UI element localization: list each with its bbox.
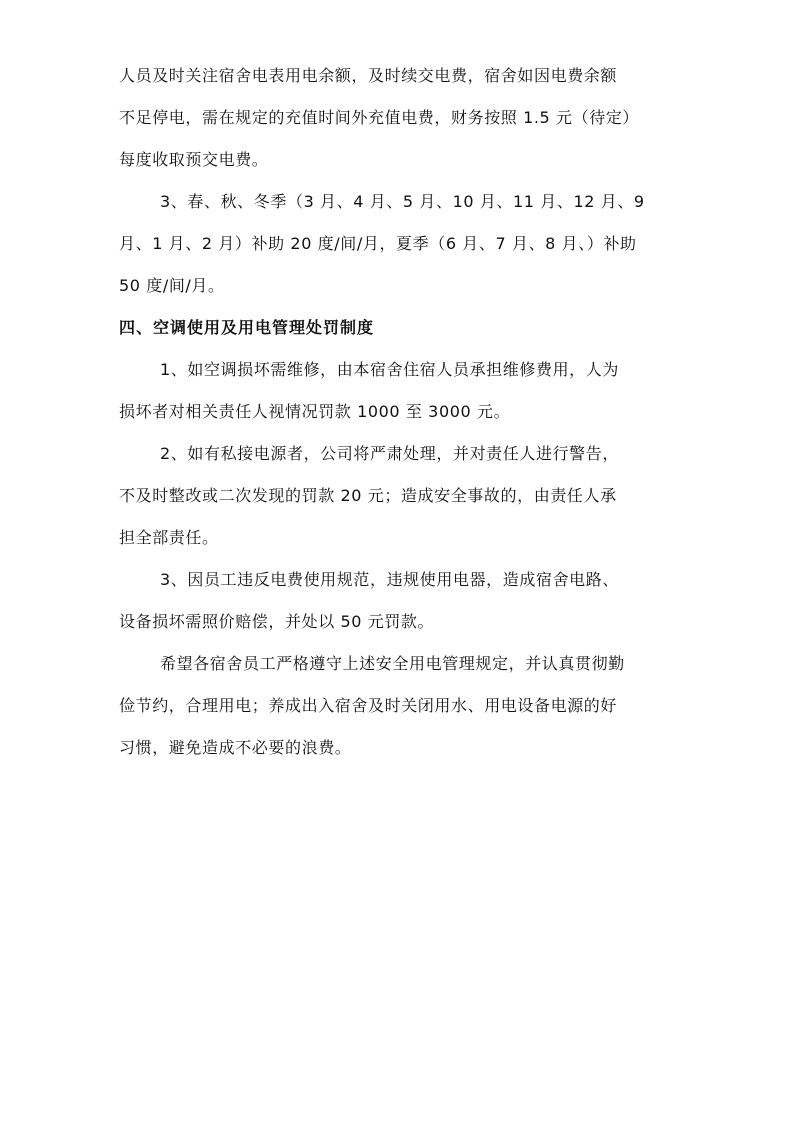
paragraph-line: 每度收取预交电费。 xyxy=(119,150,269,169)
paragraph-line: 3、春、秋、冬季（3 月、4 月、5 月、10 月、11 月、12 月、9 xyxy=(160,192,645,211)
paragraph-line: 2、如有私接电源者，公司将严肃处理，并对责任人进行警告， xyxy=(160,444,619,463)
paragraph-line: 损坏者对相关责任人视情况罚款 1000 至 3000 元。 xyxy=(119,402,511,421)
paragraph-line: 希望各宿舍员工严格遵守上述安全用电管理规定，并认真贯彻勤 xyxy=(160,654,625,673)
paragraph-line: 俭节约，合理用电；养成出入宿舍及时关闭用水、用电设备电源的好 xyxy=(119,696,618,715)
paragraph-line: 人员及时关注宿舍电表用电余额，及时续交电费，宿舍如因电费余额 xyxy=(119,66,618,85)
section-heading: 四、空调使用及用电管理处罚制度 xyxy=(119,318,375,337)
paragraph-line: 50 度/间/月。 xyxy=(119,276,225,295)
paragraph-line: 不足停电，需在规定的充值时间外充值电费，财务按照 1.5 元（待定） xyxy=(119,108,640,127)
paragraph-line: 设备损坏需照价赔偿，并处以 50 元罚款。 xyxy=(119,612,435,631)
paragraph-line: 习惯，避免造成不必要的浪费。 xyxy=(119,738,352,757)
paragraph-line: 1、如空调损坏需维修，由本宿舍住宿人员承担维修费用，人为 xyxy=(160,360,619,379)
paragraph-line: 月、1 月、2 月）补助 20 度/间/月，夏季（6 月、7 月、8 月、）补助 xyxy=(119,234,637,253)
paragraph-line: 不及时整改或二次发现的罚款 20 元；造成安全事故的，由责任人承 xyxy=(119,486,617,505)
paragraph-line: 担全部责任。 xyxy=(119,528,219,547)
paragraph-line: 3、因员工违反电费使用规范，违规使用电器，造成宿舍电路、 xyxy=(160,570,619,589)
